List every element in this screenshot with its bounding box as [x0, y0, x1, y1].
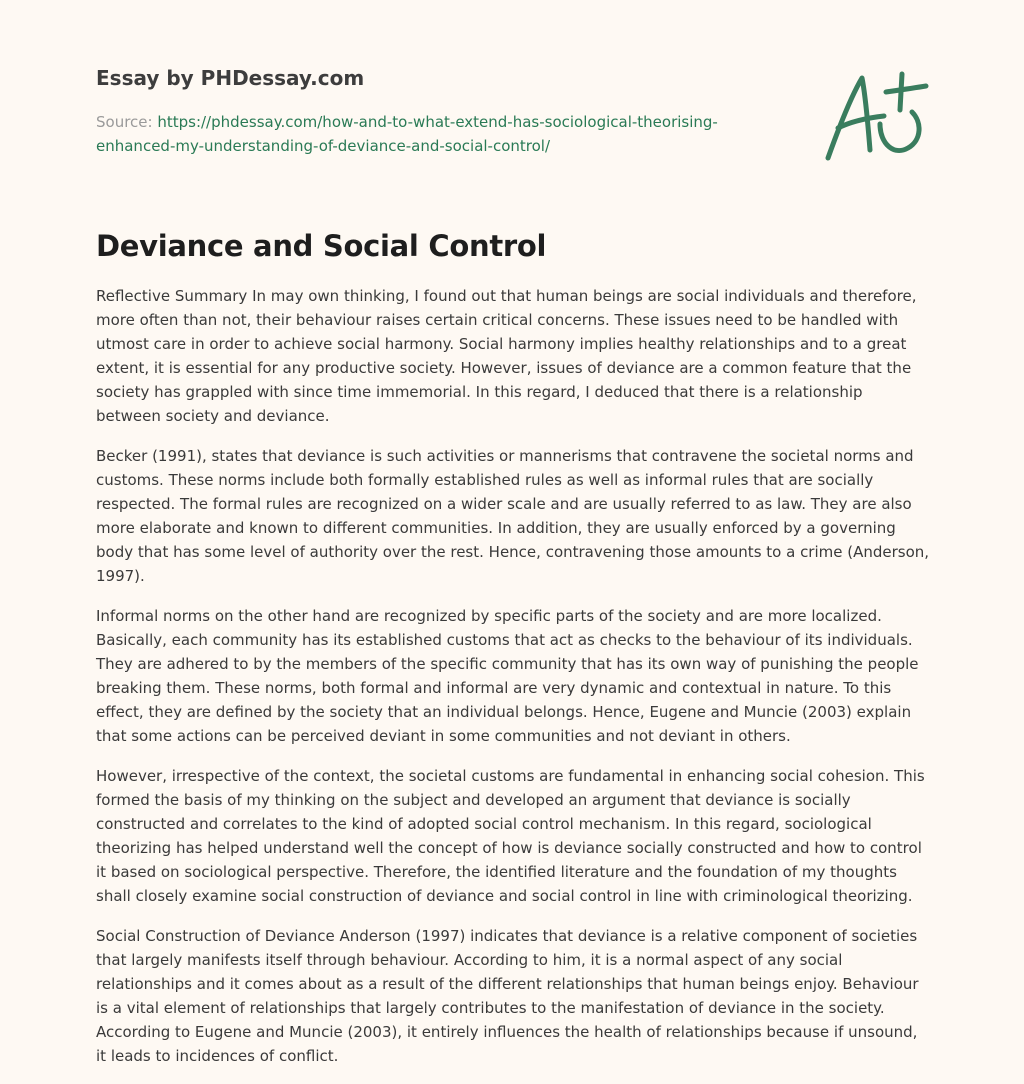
site-title: Essay by PHDessay.com — [96, 66, 365, 90]
article-title: Deviance and Social Control — [96, 229, 547, 263]
source-link-line-1: https://phdessay.com/how-and-to-what-extend-has-sociological-theorising- — [157, 113, 718, 131]
article-paragraph-3: Informal norms on the other hand are recognized by specific parts of the society and are more localized. Basically, each community has its established customs that act as checks to the behaviour of its individuals. They are adhered to by the members of the specific community that has its own way of punishing the people breaking them. These norms, both formal and informal are very dynamic and contextual in nature. To this effect, they are defined by the society that an individual belongs. Hence, Eugene and Muncie (2003) explain that some actions can be perceived deviant in some communities and not deviant in others. — [96, 607, 919, 745]
a-plus-logo — [822, 68, 930, 164]
article-paragraph-1: Reflective Summary In may own thinking, I found out that human beings are social individuals and therefore, more often than not, their behaviour raises certain critical concerns. These issues need to be handled with utmost care in order to achieve social harmony. Social harmony implies healthy relationships and to a great extent, it is essential for any productive society. However, issues of deviance are a common feature that the society has grappled with since time immemorial. In this regard, I deduced that there is a relationship between society and deviance. — [96, 287, 917, 425]
article-paragraph-5: Social Construction of Deviance Anderson (1997) indicates that deviance is a relative component of societies that largely manifests itself through behaviour. According to him, it is a normal aspect of any social relationships and it comes about as a result of the different relationships that human beings enjoy. Behaviour is a vital element of relationships that largely contributes to the manifestation of deviance in the society. According to Eugene and Muncie (2003), it entirely influences the health of relationships because if unsound, it leads to incidences of conflict. — [96, 927, 919, 1065]
article-paragraph-4: However, irrespective of the context, the societal customs are fundamental in enhancing social cohesion. This formed the basis of my thinking on the subject and developed an argument that deviance is socially constructed and correlates to the kind of adopted social control mechanism. In this regard, sociological theorizing has helped understand well the concept of how is deviance socially constructed and how to control it based on sociological perspective. Therefore, the identified literature and the foundation of my thoughts shall closely examine social construction of deviance and social control in line with criminological theorizing. — [96, 767, 925, 905]
article-body — [96, 284, 932, 1084]
article-paragraph-2: Becker (1991), states that deviance is such activities or mannerisms that contravene the societal norms and customs. These norms include both formally established rules as well as informal rules that are socially respected. The formal rules are recognized on a wider scale and are usually referred to as law. They are also more elaborate and known to different communities. In addition, they are usually enforced by a governing body that has some level of authority over the rest. Hence, contravening those amounts to a crime (Anderson, 1997). — [96, 447, 930, 585]
source-link[interactable] — [96, 113, 718, 155]
source-label: Source: — [96, 113, 158, 131]
source-link-line-2: enhanced-my-understanding-of-deviance-and-social-control/ — [96, 137, 551, 155]
source-line — [96, 110, 796, 158]
a-plus-logo-icon — [822, 68, 930, 164]
page-header — [96, 60, 796, 158]
